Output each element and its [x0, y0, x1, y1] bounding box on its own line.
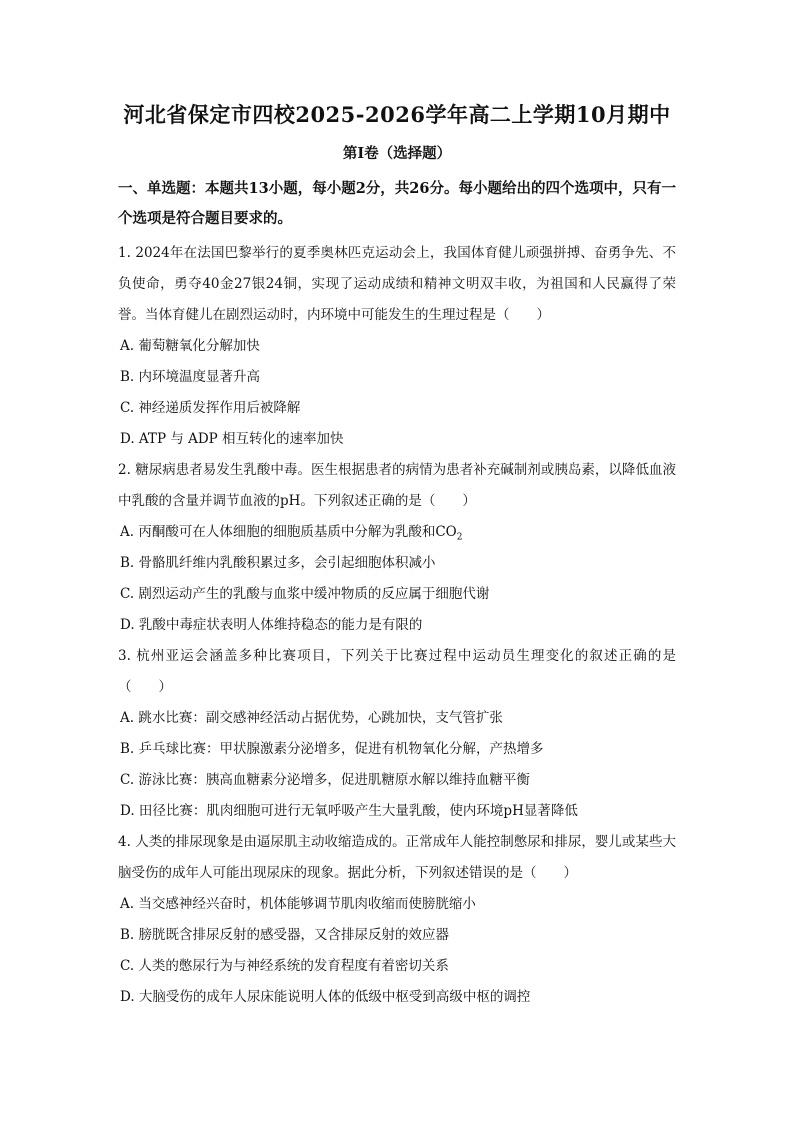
option-a-text: A. 丙酮酸可在人体细胞的细胞质基质中分解为乳酸和CO — [120, 524, 457, 540]
option-c: C. 神经递质发挥作用后被降解 — [120, 400, 301, 416]
document-subtitle: 第I卷（选择题） — [342, 145, 452, 162]
option-b: B. 膀胱既含排尿反射的感受器，又含排尿反射的效应器 — [120, 927, 450, 943]
option-d: D. 大脑受伤的成年人尿床能说明人体的低级中枢受到高级中枢的调控 — [120, 989, 531, 1005]
document-title: 河北省保定市四校2025-2026学年高二上学期10月期中 — [123, 102, 671, 127]
option-c: C. 人类的憋尿行为与神经系统的发育程度有着密切关系 — [120, 958, 449, 974]
option-c: C. 游泳比赛：胰高血糖素分泌增多，促进肌糖原水解以维持血糖平衡 — [120, 772, 530, 788]
option-a: A. 当交感神经兴奋时，机体能够调节肌肉收缩而使膀胱缩小 — [120, 896, 476, 912]
option-d: D. 乳酸中毒症状表明人体维持稳态的能力是有限的 — [120, 617, 423, 633]
option-a — [118, 517, 676, 548]
co2-subscript: 2 — [456, 532, 463, 543]
question-stem: 1. 2024年在法国巴黎举行的夏季奥林匹克运动会上，我国体育健儿顽强拼搏、奋勇争先、不负使命，勇夺40金27银24铜，实现了运动成绩和精神文明双丰收，为祖国和人民赢得了荣誉。当体育健儿在剧烈运动时，内环境中可能发生的生理过程是（ ） — [118, 245, 676, 323]
question-2 — [118, 455, 676, 641]
question-stem: 4. 人类的排尿现象是由逼尿肌主动收缩造成的。正常成年人能控制憋尿和排尿，婴儿或某些大脑受伤的成年人可能出现尿床的现象。据此分析，下列叙述错误的是（ ） — [118, 834, 676, 881]
option-d: D. 田径比赛：肌肉细胞可进行无氧呼吸产生大量乳酸，使内环境pH显著降低 — [120, 803, 578, 819]
option-b: B. 骨骼肌纤维内乳酸积累过多，会引起细胞体积减小 — [120, 555, 436, 571]
question-1 — [118, 238, 676, 455]
option-a: A. 葡萄糖氧化分解加快 — [120, 338, 260, 354]
section-heading: 一、单选题：本题共13小题，每小题2分，共26分。每小题给出的四个选项中，只有一个选项是符合题目要求的。 — [118, 180, 676, 227]
option-a: A. 跳水比赛：副交感神经活动占据优势，心跳加快，支气管扩张 — [120, 710, 503, 726]
question-4 — [118, 827, 676, 1013]
question-stem: 2. 糖尿病患者易发生乳酸中毒。医生根据患者的病情为患者补充碱制剂或胰岛素，以降低血液中乳酸的含量并调节血液的pH。下列叙述正确的是（ ） — [118, 462, 676, 509]
question-3 — [118, 641, 676, 827]
option-c: C. 剧烈运动产生的乳酸与血浆中缓冲物质的反应属于细胞代谢 — [120, 586, 490, 602]
option-d: D. ATP 与 ADP 相互转化的速率加快 — [120, 431, 344, 447]
option-b: B. 内环境温度显著升高 — [120, 369, 261, 385]
question-stem: 3. 杭州亚运会涵盖多种比赛项目，下列关于比赛过程中运动员生理变化的叙述正确的是（ ） — [118, 648, 676, 695]
option-b: B. 乒乓球比赛：甲状腺激素分泌增多，促进有机物氧化分解，产热增多 — [120, 741, 544, 757]
